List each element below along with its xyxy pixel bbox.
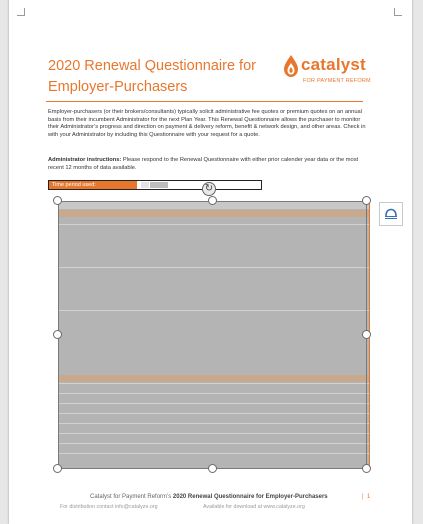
resize-handle-bottom-left[interactable] — [53, 464, 62, 473]
footer-prefix: Catalyst for Payment Reform’s — [90, 494, 172, 500]
footer-page-value: 1 — [366, 494, 371, 500]
layout-options-button[interactable] — [379, 202, 403, 226]
layout-options-icon — [380, 203, 402, 225]
flame-drop-icon — [282, 54, 300, 78]
time-period-cell[interactable] — [141, 182, 149, 188]
footer-document-name: 2020 Renewal Questionnaire for Employer-Purchasers — [172, 494, 328, 500]
resize-handle-bottom[interactable] — [208, 464, 217, 473]
margin-corner-mark — [17, 8, 25, 16]
footer-page-number — [362, 494, 370, 500]
resize-handle-top[interactable] — [208, 196, 217, 205]
resize-handle-bottom-right[interactable] — [362, 464, 371, 473]
document-title[interactable]: 2020 Renewal Questionnaire for Employer-Purchasers — [48, 58, 256, 95]
time-period-label: Time period used: — [49, 181, 137, 189]
footer-separator: | — [362, 494, 364, 500]
intro-paragraph[interactable]: Employer-purchasers (or their brokers/consultants) typically solicit administrative fee quotes or premium quotes on an annual basis from their incumbent Administrator for the next Plan Year. This Renewal Questionnaire allows the purchaser to monitor their Administrator’s progress and direction on payment & delivery reform, benefit & network design, and other areas. Check in with your Administrator by including this Questionnaire with your request for a quote. — [48, 109, 366, 139]
resize-handle-right[interactable] — [362, 330, 371, 339]
admin-instructions-text: Please respond to the Renewal Questionnaire with either prior calender year data or the most recent 12 months of data available. — [48, 157, 359, 171]
time-period-field[interactable] — [48, 180, 262, 190]
rotate-handle-icon[interactable]: ↻ — [202, 182, 216, 196]
resize-handle-left[interactable] — [53, 330, 62, 339]
margin-corner-mark — [394, 8, 402, 16]
catalyst-logo — [282, 54, 382, 90]
footer-download: Available for download at www.catalyze.org — [203, 504, 305, 510]
logo-wordmark: catalyst — [301, 55, 366, 74]
admin-instructions[interactable] — [48, 157, 372, 172]
resize-handle-top-left[interactable] — [53, 196, 62, 205]
resize-handle-top-right[interactable] — [362, 196, 371, 205]
image-selection-frame — [58, 201, 367, 469]
logo-tagline: FOR PAYMENT REFORM — [303, 78, 371, 84]
admin-instructions-label: Administrator instructions: — [48, 157, 122, 163]
footer-contact: For distribution contact info@catalyze.org — [60, 504, 158, 510]
time-period-cell[interactable] — [150, 182, 168, 188]
title-rule — [46, 101, 363, 102]
footer-title — [90, 494, 390, 500]
